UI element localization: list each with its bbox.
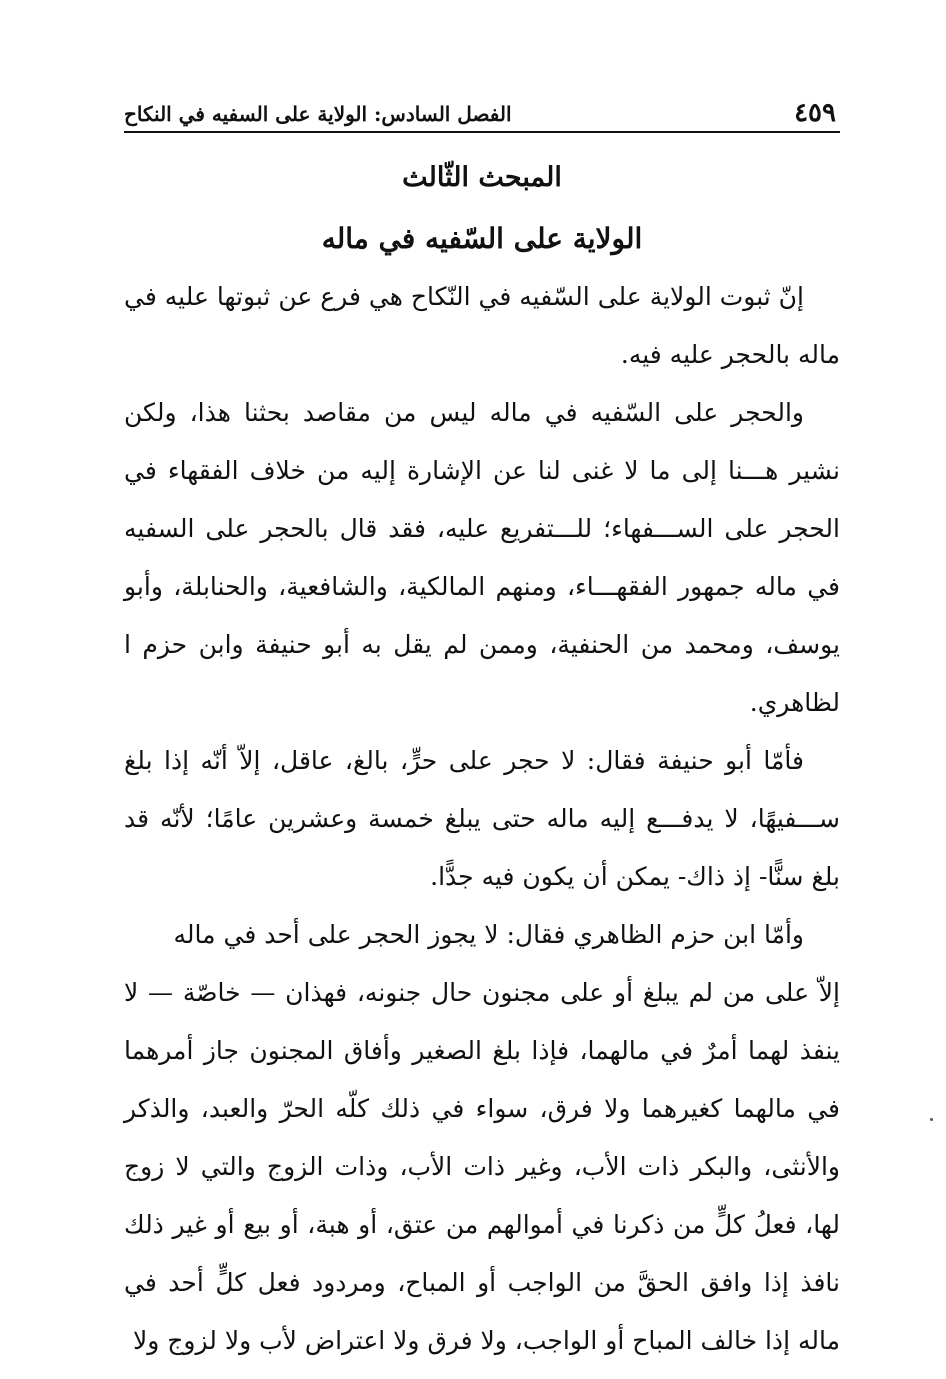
scan-speck: [930, 1118, 933, 1121]
running-title: الفصل السادس: الولاية على السفيه في النكاح: [124, 102, 512, 126]
quoted-passage: إلاّ على من لم يبلغ أو على مجنون حال جنونه، فهذان — خاصّة — لا ينفذ لهما أمرٌ في مالهما، فإذا بلغ الصغير وأفاق المجنون جاز أمرهما في مالهما كغيرهما ولا فرق، سواء في ذلك كلّه الحرّ والعبد، والذكر والأنثى، والبكر ذات الأب، وغير ذات الأب، وذات الزوج والتي لا زوج لها، فعلُ كلٍّ من ذكرنا في أموالهم من عتق، أو هبة، أو بيع أو غير ذلك نافذ إذا وافق الحقَّ من الواجب أو المباح، ومردود فعل كلٍّ أحد في ماله إذا خالف المباح أو الواجب، ولا فرق ولا اعتراض لأب ولا لزوج ولا: [124, 978, 840, 1355]
quote-intro-line: وأمّا ابن حزم الظاهري فقال: لا يجوز الحجر على أحد في ماله: [173, 920, 804, 949]
header-rule: [124, 131, 840, 133]
section-title: المبحث الثّالث: [402, 162, 562, 193]
paragraph: إنّ ثبوت الولاية على السّفيه في النّكاح هي فرع عن ثبوتها عليه في ماله بالحجر عليه فيه.: [124, 282, 840, 369]
paragraph: والحجر على السّفيه في ماله ليس من مقاصد بحثنا هذا، ولكن نشير هـــنا إلى ما لا غنى لنا عن الإشارة إليه من خلاف الفقهاء في الحجر على الســـفهاء؛ للـــتفريع عليه، فقد قال بالحجر على السفيه في ماله جمهور الفقهـــاء، ومنهم المالكية، والشافعية، والحنابلة، وأبو يوسف، ومحمد من الحنفية، وممن لم يقل به أبو حنيفة وابن حزم ا لظاهري.: [124, 398, 840, 717]
body-text: [124, 268, 840, 1370]
section-subtitle: الولاية على السّفيه في ماله: [321, 222, 643, 255]
page-header: [124, 98, 840, 132]
page-number: ٤٥٩: [794, 98, 836, 128]
paragraph: فأمّا أبو حنيفة فقال: لا حجر على حرٍّ، بالغ، عاقل، إلاّ أنّه إذا بلغ ســـفيهًا، لا يدفـــع إليه ماله حتى يبلغ خمسة وعشرين عامًا؛ لأنّه قد بلغ سنًّا- إذ ذاك- يمكن أن يكون فيه جدًّا.: [124, 746, 840, 891]
